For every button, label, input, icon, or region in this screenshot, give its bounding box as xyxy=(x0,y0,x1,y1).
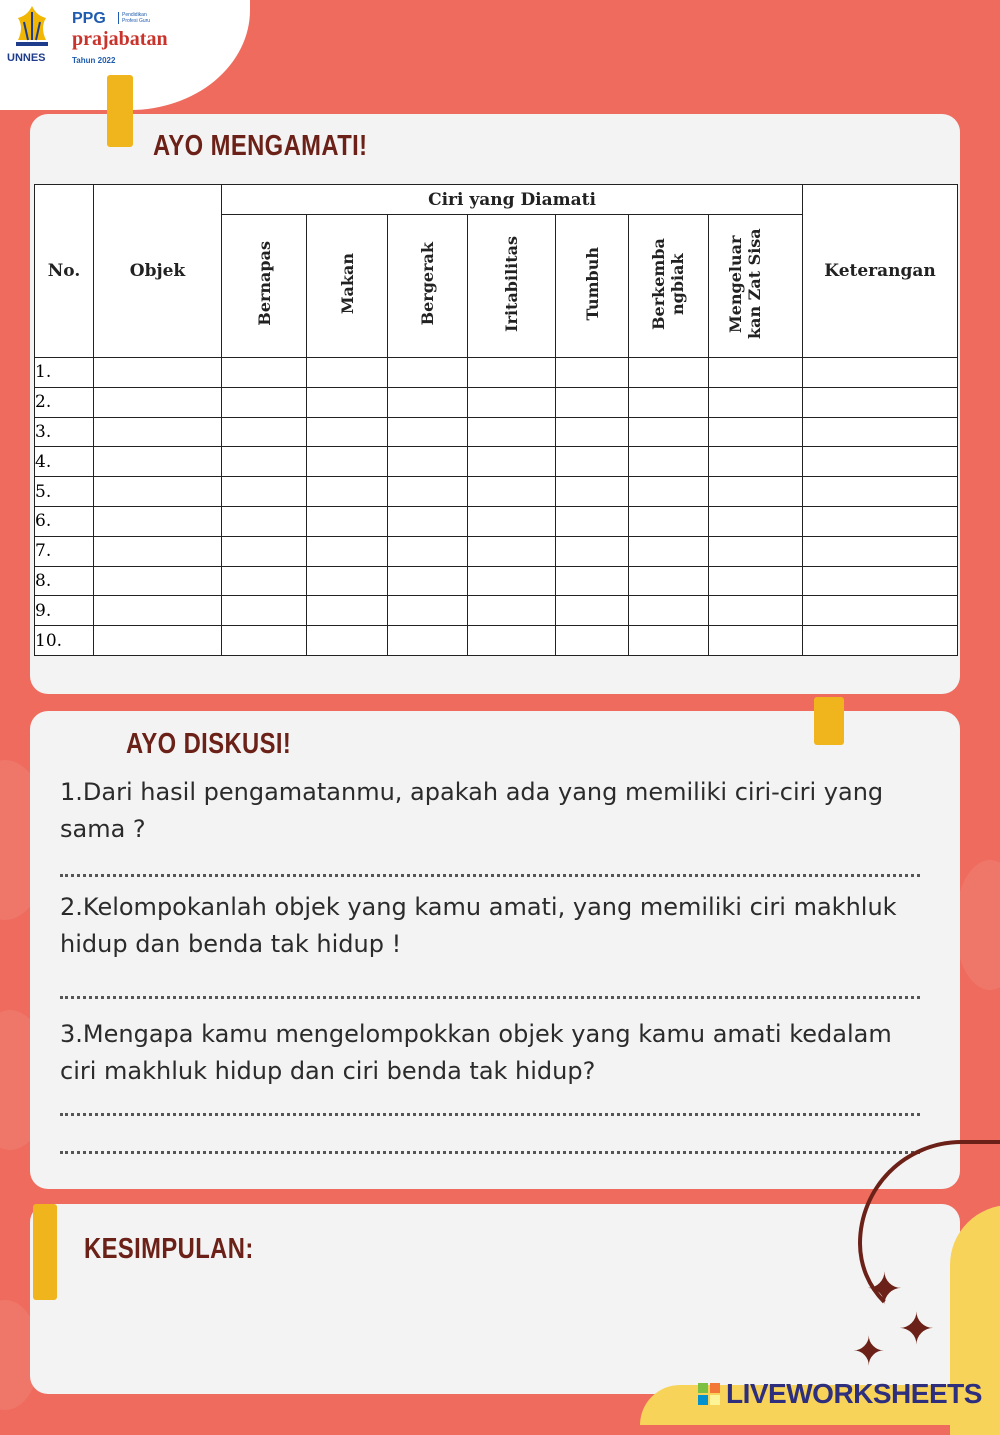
header-trait-label: Mengeluar kan Zat Sisa xyxy=(725,228,764,339)
table-cell[interactable] xyxy=(709,596,803,626)
table-cell[interactable] xyxy=(709,417,803,447)
table-cell[interactable] xyxy=(222,506,307,536)
ppg-year: Tahun 2022 xyxy=(72,56,116,65)
table-cell[interactable] xyxy=(803,536,958,566)
row-number: 9. xyxy=(35,596,94,626)
tab-marker xyxy=(33,1204,57,1300)
answer-line-2[interactable] xyxy=(60,996,920,999)
table-cell[interactable] xyxy=(629,447,709,477)
table-cell[interactable] xyxy=(629,596,709,626)
row-number: 6. xyxy=(35,506,94,536)
conclusion-heading: KESIMPULAN: xyxy=(84,1233,254,1265)
table-row xyxy=(35,596,958,626)
table-row xyxy=(35,566,958,596)
observation-heading: AYO MENGAMATI! xyxy=(153,130,368,162)
row-number: 8. xyxy=(35,566,94,596)
table-cell[interactable] xyxy=(307,506,388,536)
table-cell[interactable] xyxy=(94,387,222,417)
table-cell[interactable] xyxy=(556,358,629,388)
sparkle-icon: ✦ xyxy=(898,1304,935,1355)
table-cell[interactable] xyxy=(709,506,803,536)
sparkle-icon: ✦ xyxy=(852,1329,886,1375)
table-cell[interactable] xyxy=(94,477,222,507)
table-row xyxy=(35,477,958,507)
header-trait-label: Makan xyxy=(337,252,357,315)
table-cell[interactable] xyxy=(222,387,307,417)
header-no: No. xyxy=(35,185,94,358)
table-cell[interactable] xyxy=(709,447,803,477)
background-blob xyxy=(955,860,1000,990)
answer-line-3a[interactable] xyxy=(60,1113,920,1116)
table-cell[interactable] xyxy=(629,506,709,536)
row-number: 5. xyxy=(35,477,94,507)
table-cell[interactable] xyxy=(307,358,388,388)
conclusion-answer-area[interactable] xyxy=(80,1285,840,1375)
table-cell[interactable] xyxy=(94,626,222,656)
header-ciri-diamati: Ciri yang Diamati xyxy=(222,185,803,215)
table-cell[interactable] xyxy=(709,358,803,388)
table-cell[interactable] xyxy=(803,506,958,536)
table-cell[interactable] xyxy=(388,506,468,536)
header-keterangan: Keterangan xyxy=(803,185,958,358)
observation-table-body xyxy=(35,358,958,656)
row-number: 4. xyxy=(35,447,94,477)
table-cell[interactable] xyxy=(307,417,388,447)
table-cell[interactable] xyxy=(94,417,222,447)
table-cell[interactable] xyxy=(94,358,222,388)
table-cell[interactable] xyxy=(803,626,958,656)
header-objek: Objek xyxy=(94,185,222,358)
table-row xyxy=(35,506,958,536)
header-trait-label: Bergerak xyxy=(418,241,437,326)
table-cell[interactable] xyxy=(222,477,307,507)
table-cell[interactable] xyxy=(468,536,556,566)
table-cell[interactable] xyxy=(222,596,307,626)
question-1: 1.Dari hasil pengamatanmu, apakah ada yang memiliki ciri-ciri yang sama ? xyxy=(60,778,884,843)
table-cell[interactable] xyxy=(388,596,468,626)
header-trait xyxy=(556,215,629,358)
table-cell[interactable] xyxy=(556,566,629,596)
table-cell[interactable] xyxy=(307,536,388,566)
table-cell[interactable] xyxy=(468,358,556,388)
table-cell[interactable] xyxy=(629,358,709,388)
table-cell[interactable] xyxy=(556,506,629,536)
table-cell[interactable] xyxy=(468,447,556,477)
header-trait-label: Berkemba ngbiak xyxy=(648,237,687,330)
table-cell[interactable] xyxy=(222,417,307,447)
row-number: 10. xyxy=(35,626,94,656)
table-row xyxy=(35,387,958,417)
table-cell[interactable] xyxy=(803,447,958,477)
table-cell[interactable] xyxy=(556,387,629,417)
unnes-label: UNNES xyxy=(7,52,46,64)
table-cell[interactable] xyxy=(468,596,556,626)
table-row xyxy=(35,536,958,566)
row-number: 7. xyxy=(35,536,94,566)
table-cell[interactable] xyxy=(94,447,222,477)
table-cell[interactable] xyxy=(468,566,556,596)
ppg-logo xyxy=(72,10,242,70)
header-trait xyxy=(468,215,556,358)
table-cell[interactable] xyxy=(94,566,222,596)
table-row xyxy=(35,358,958,388)
header-trait xyxy=(709,215,803,358)
table-cell[interactable] xyxy=(468,477,556,507)
liveworksheets-logo-icon xyxy=(698,1383,720,1405)
table-cell[interactable] xyxy=(388,358,468,388)
table-cell[interactable] xyxy=(803,596,958,626)
row-number: 3. xyxy=(35,417,94,447)
table-cell[interactable] xyxy=(709,536,803,566)
table-cell[interactable] xyxy=(388,477,468,507)
table-cell[interactable] xyxy=(629,417,709,447)
table-cell[interactable] xyxy=(222,626,307,656)
table-cell[interactable] xyxy=(468,626,556,656)
header-trait-label: Iritabilitas xyxy=(502,235,521,332)
table-row xyxy=(35,417,958,447)
table-cell[interactable] xyxy=(709,626,803,656)
table-cell[interactable] xyxy=(468,417,556,447)
row-number: 2. xyxy=(35,387,94,417)
table-cell[interactable] xyxy=(388,626,468,656)
ppg-mini-text: Pendidikan Profesi Guru xyxy=(118,12,162,24)
header-trait xyxy=(222,215,307,358)
question-3: 3.Mengapa kamu mengelompokkan objek yang kamu amati kedalam ciri makhluk hidup dan ciri benda tak hidup? xyxy=(60,1020,892,1085)
table-cell[interactable] xyxy=(307,596,388,626)
unnes-emblem-icon xyxy=(10,4,54,52)
table-cell[interactable] xyxy=(803,566,958,596)
table-cell[interactable] xyxy=(222,447,307,477)
table-cell[interactable] xyxy=(803,417,958,447)
table-cell[interactable] xyxy=(388,447,468,477)
table-cell[interactable] xyxy=(388,566,468,596)
header-trait xyxy=(307,215,388,358)
table-cell[interactable] xyxy=(468,506,556,536)
table-cell[interactable] xyxy=(709,566,803,596)
question-2: 2.Kelompokanlah objek yang kamu amati, yang memiliki ciri makhluk hidup dan benda tak hidup ! xyxy=(60,893,897,958)
header-trait xyxy=(388,215,468,358)
discussion-heading: AYO DISKUSI! xyxy=(126,728,292,760)
table-cell[interactable] xyxy=(307,566,388,596)
table-row xyxy=(35,447,958,477)
table-cell[interactable] xyxy=(803,477,958,507)
table-cell[interactable] xyxy=(222,536,307,566)
table-cell[interactable] xyxy=(307,447,388,477)
table-cell[interactable] xyxy=(388,536,468,566)
table-cell[interactable] xyxy=(307,626,388,656)
table-cell[interactable] xyxy=(94,536,222,566)
table-cell[interactable] xyxy=(709,387,803,417)
table-cell[interactable] xyxy=(556,596,629,626)
table-row xyxy=(35,626,958,656)
ppg-title: PPG xyxy=(72,10,106,27)
answer-line-1[interactable] xyxy=(60,874,920,877)
table-cell[interactable] xyxy=(468,387,556,417)
table-cell[interactable] xyxy=(803,358,958,388)
table-cell[interactable] xyxy=(556,626,629,656)
ppg-subtitle: prajabatan xyxy=(72,28,168,50)
table-cell[interactable] xyxy=(629,626,709,656)
header-trait xyxy=(629,215,709,358)
row-number: 1. xyxy=(35,358,94,388)
tab-marker xyxy=(814,697,844,745)
observation-table xyxy=(34,184,958,656)
table-cell[interactable] xyxy=(629,387,709,417)
table-cell[interactable] xyxy=(222,358,307,388)
table-cell[interactable] xyxy=(556,417,629,447)
table-cell[interactable] xyxy=(307,477,388,507)
header-trait-label: Tumbuh xyxy=(582,246,602,321)
table-cell[interactable] xyxy=(94,596,222,626)
table-cell[interactable] xyxy=(556,477,629,507)
liveworksheets-text: LIVEWORKSHEETS xyxy=(726,1378,982,1409)
sparkle-icon: ✦ xyxy=(866,1264,903,1315)
table-cell[interactable] xyxy=(222,566,307,596)
table-cell[interactable] xyxy=(629,536,709,566)
table-cell[interactable] xyxy=(307,387,388,417)
table-cell[interactable] xyxy=(556,447,629,477)
table-cell[interactable] xyxy=(629,477,709,507)
table-cell[interactable] xyxy=(556,536,629,566)
table-cell[interactable] xyxy=(629,566,709,596)
answer-line-3b[interactable] xyxy=(60,1151,920,1154)
table-cell[interactable] xyxy=(709,477,803,507)
table-cell[interactable] xyxy=(803,387,958,417)
header-trait-label: Bernapas xyxy=(254,241,274,326)
table-cell[interactable] xyxy=(388,417,468,447)
table-cell[interactable] xyxy=(94,506,222,536)
table-cell[interactable] xyxy=(388,387,468,417)
tab-marker xyxy=(107,75,133,147)
